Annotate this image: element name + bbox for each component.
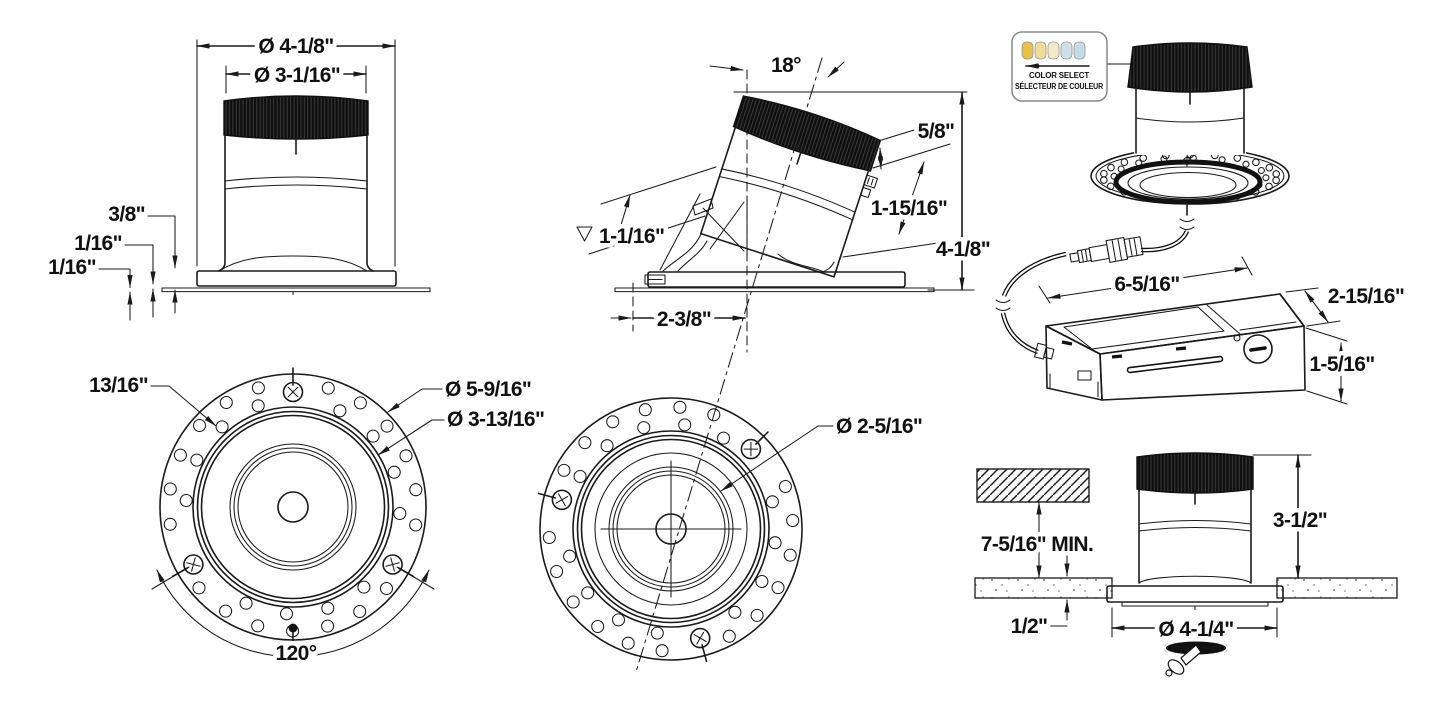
flange-hole xyxy=(240,597,252,609)
swatch-3500k xyxy=(1048,42,1059,59)
flange-hole xyxy=(1243,161,1249,167)
view-aperture-face xyxy=(539,398,923,661)
view-front-elevation xyxy=(48,35,430,320)
flange-hole xyxy=(252,382,264,394)
ceiling-left xyxy=(975,578,1112,598)
dim-box-height: 1-5/16" xyxy=(1309,353,1375,376)
dim-ceiling-thickness: 1/2" xyxy=(1010,615,1048,638)
flange-hole xyxy=(1263,175,1269,181)
flange-hole xyxy=(723,630,735,642)
knurl-band-icon xyxy=(224,96,368,139)
flange-hole xyxy=(1258,168,1264,174)
dim-cutout-diameter: Ø 4-1/4" xyxy=(1158,618,1234,641)
flange-hole xyxy=(322,602,334,614)
knurl-band-icon xyxy=(732,92,881,175)
flange-hole xyxy=(281,608,293,620)
flange-hole xyxy=(582,587,594,599)
ceiling-right xyxy=(1277,578,1397,598)
color-select-switch-icon xyxy=(864,175,878,188)
flange-hole xyxy=(354,397,366,409)
flange-hole xyxy=(601,440,613,452)
dim-screw-angle: 120° xyxy=(275,642,317,665)
screw-cross xyxy=(559,494,566,506)
color-select-label-en: COLOR SELECT xyxy=(1029,70,1090,80)
view-trim-face xyxy=(89,368,544,665)
dim-tilt-angle: 18° xyxy=(771,54,801,77)
flange-hole xyxy=(252,400,264,412)
flange-hole xyxy=(388,466,400,478)
flange-hole xyxy=(164,483,176,495)
dim-body-length: 1-15/16" xyxy=(870,197,948,220)
flange-hole xyxy=(779,481,791,493)
dim-flange-height: 3/8" xyxy=(108,203,145,226)
swatch-5000k xyxy=(1074,42,1085,59)
flange-hole xyxy=(194,420,206,432)
dim-min-clearance: 7-5/16" MIN. xyxy=(980,533,1094,556)
datum-symbol-icon xyxy=(577,227,592,241)
tilted-housing xyxy=(699,92,890,281)
junction-box xyxy=(1046,294,1305,400)
flange-hole xyxy=(1108,164,1115,171)
dim-front-outer-diameter: Ø 4-1/8" xyxy=(258,35,334,58)
flange-hole xyxy=(381,583,393,595)
flange-hole xyxy=(180,495,192,507)
swatch-3000k xyxy=(1035,42,1046,59)
flange-hole xyxy=(564,550,576,562)
flange-hole xyxy=(766,496,778,508)
flange-hole xyxy=(729,606,741,618)
dim-band-width: 5/8" xyxy=(917,120,955,143)
flange-hole xyxy=(558,464,570,476)
view-perspective xyxy=(996,32,1404,404)
flange-hole xyxy=(622,637,634,649)
flange-hole xyxy=(1273,177,1280,184)
flange-hole xyxy=(220,605,232,617)
flange-hole xyxy=(1266,183,1273,190)
flange-hole xyxy=(613,614,625,626)
flange-hole xyxy=(674,401,686,413)
flange-hole xyxy=(216,421,228,433)
flange-hole xyxy=(574,471,586,483)
flange-hole xyxy=(410,519,422,531)
flange-hole xyxy=(1121,159,1128,166)
flange-hole xyxy=(322,620,334,632)
dim-trim-outer-diameter: Ø 5-9/16" xyxy=(445,378,532,401)
quick-connector-icon xyxy=(1069,235,1144,269)
flange-hole xyxy=(334,405,346,417)
flange-hole xyxy=(592,621,604,633)
dim-box-depth: 2-15/16" xyxy=(1327,285,1405,308)
flange-hole xyxy=(322,382,334,394)
view-tilted-elevation xyxy=(577,54,990,672)
color-select-label-fr: SÉLECTEUR DE COULEUR xyxy=(1015,81,1104,91)
flange-hole xyxy=(638,422,650,434)
flange-hole xyxy=(784,549,796,561)
flange-hole xyxy=(679,419,691,431)
knurl-band-icon xyxy=(1128,43,1252,92)
dim-flange-width: 13/16" xyxy=(89,374,148,397)
flange-hole xyxy=(193,582,205,594)
dim-trim-reveal: 1/16" xyxy=(74,232,122,255)
flange-hole xyxy=(772,582,784,594)
flange-hole xyxy=(354,606,366,618)
screwdriver-icon xyxy=(1166,642,1226,677)
trim-disc-perspective xyxy=(1091,43,1289,204)
flange-hole xyxy=(756,576,768,588)
screw-cross xyxy=(697,632,704,644)
flange-hole xyxy=(400,450,412,462)
color-select-callout xyxy=(1012,32,1136,101)
flange-hole xyxy=(543,532,555,544)
flange-hole xyxy=(718,432,730,444)
dim-overall-height: 4-1/8" xyxy=(935,238,991,261)
flange-hole xyxy=(1234,155,1241,162)
structure-above-icon xyxy=(977,469,1089,502)
flange-hole xyxy=(551,566,563,578)
dim-plate-thickness: 1/16" xyxy=(48,256,96,279)
dim-trim-ring-diameter: Ø 3-13/16" xyxy=(447,408,545,431)
flange-hole xyxy=(567,596,579,608)
flange-hole xyxy=(579,437,591,449)
flange-hole xyxy=(164,518,176,530)
flange-hole xyxy=(1253,159,1260,166)
dim-housing-height: 3-1/2" xyxy=(1272,509,1328,532)
dim-front-top-diameter: Ø 3-1/16" xyxy=(253,64,341,87)
flange-hole xyxy=(358,581,370,593)
flange-hole xyxy=(1107,183,1114,190)
dim-aperture-diameter: Ø 2-5/16" xyxy=(836,415,923,438)
flange-hole xyxy=(1266,164,1273,171)
swatch-4000k xyxy=(1061,42,1072,59)
dim-box-length: 6-5/16" xyxy=(1114,273,1180,296)
flange-hole xyxy=(410,484,422,496)
flange-hole xyxy=(769,537,781,549)
flange-hole xyxy=(639,404,651,416)
flange-hole xyxy=(1273,171,1280,178)
dim-recess-depth: 1-1/16" xyxy=(599,225,665,248)
flange-hole xyxy=(381,420,393,432)
flange-hole xyxy=(656,645,668,657)
knurl-band-icon xyxy=(1137,453,1253,493)
flange-hole xyxy=(787,515,799,527)
flange-hole xyxy=(607,416,619,428)
flange-hole xyxy=(394,508,406,520)
flange-hole xyxy=(252,620,264,632)
view-installation-section xyxy=(975,453,1397,677)
flange-hole xyxy=(174,449,186,461)
swatch-2700k xyxy=(1022,42,1033,59)
flange-hole xyxy=(751,609,763,621)
flange-hole xyxy=(1101,170,1108,177)
flange-hole xyxy=(220,397,232,409)
flange-hole xyxy=(367,430,379,442)
flange-hole xyxy=(651,627,663,639)
flange-hole xyxy=(1101,177,1108,184)
dim-pivot-offset: 2-3/8" xyxy=(656,308,712,331)
flange-hole xyxy=(191,454,203,466)
